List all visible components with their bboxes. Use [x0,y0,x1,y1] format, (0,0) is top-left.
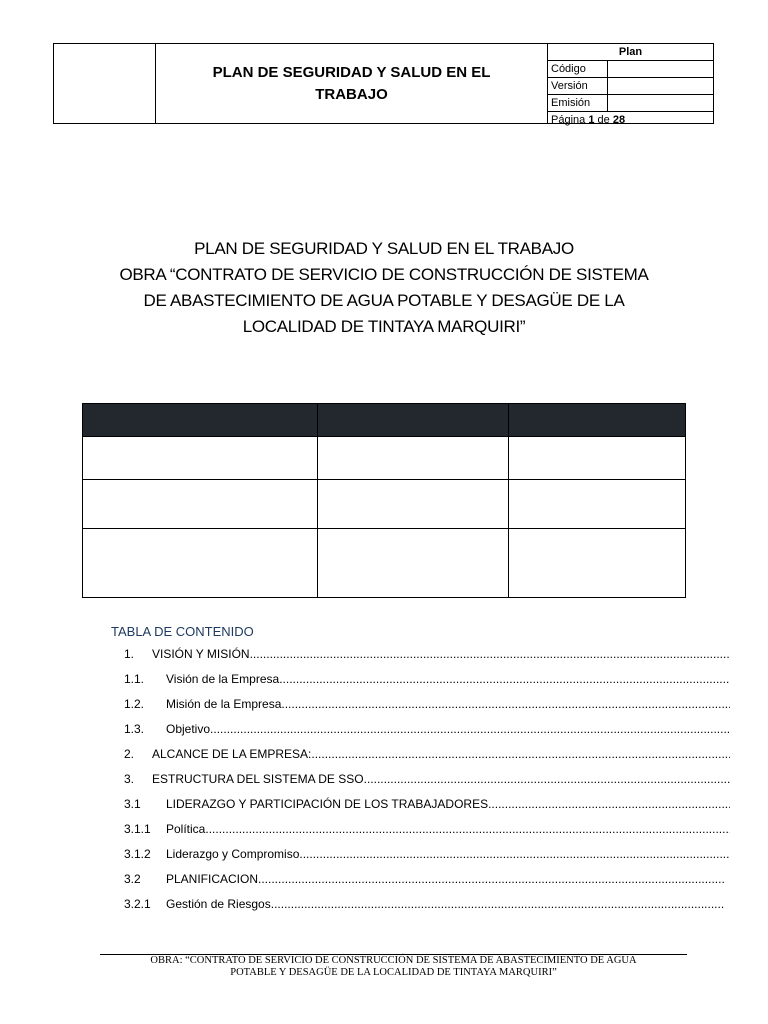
footer [100,955,687,979]
toc-item-text: LIDERAZGO Y PARTICIPACIÓN DE LOS TRABAJADORES [166,797,489,811]
table-row [83,480,686,529]
toc-item-number: 1.2. [124,697,145,711]
toc-item-leader [205,817,730,842]
table-cell [509,529,686,598]
page-current: 1 [588,114,595,126]
approval-header-cell [509,404,686,437]
table-of-contents [124,642,730,917]
toc-item-text: Política [166,822,206,836]
document-header [53,43,714,124]
page-row [548,112,713,128]
toc-item[interactable] [124,742,730,767]
code-value [608,61,713,77]
toc-item-leader [279,667,730,692]
toc-item[interactable] [124,667,730,692]
toc-item-leader [281,692,730,717]
toc-item-text: Visión de la Empresa [166,672,280,686]
table-cell [83,437,318,480]
toc-item-number: 3.2 [124,872,141,886]
toc-item-number: 1.1. [124,672,145,686]
toc-item[interactable] [124,867,724,892]
toc-item-leader [271,892,724,917]
toc-item[interactable] [124,717,730,742]
toc-item-leader [299,842,730,867]
version-label: Versión [548,78,608,94]
approval-header-cell [83,404,318,437]
toc-item-number: 1.3. [124,722,145,736]
footer-line2: POTABLE Y DESAGÜE DE LA LOCALIDAD DE TINTAYA MARQUIRI” [230,967,557,978]
approval-header-cell [318,404,509,437]
toc-item-leader [488,792,730,817]
toc-item-number: 3.1.1 [124,822,151,836]
table-cell [83,480,318,529]
toc-item-number: 2. [124,747,135,761]
approval-table [82,403,686,598]
toc-item-leader [311,742,730,767]
main-title-line1: PLAN DE SEGURIDAD Y SALUD EN EL TRABAJO [194,239,574,258]
toc-item-text: ALCANCE DE LA EMPRESA: [152,747,312,761]
header-title [156,44,548,123]
toc-heading: TABLA DE CONTENIDO [111,624,254,639]
approval-table-header [83,404,686,437]
toc-item-number: 3.1 [124,797,141,811]
toc-item-text: ESTRUCTURA DEL SISTEMA DE SSO [152,772,364,786]
table-cell [318,437,509,480]
footer-line1: OBRA: “CONTRATO DE SERVICIO DE CONSTRUCCIÓN DE SISTEMA DE ABASTECIMIENTO DE AGUA [150,955,637,966]
toc-item-number: 3. [124,772,135,786]
code-label: Código [548,61,608,77]
main-title-line4: LOCALIDAD DE TINTAYA MARQUIRI” [242,317,526,336]
toc-item-text: VISIÓN Y MISIÓN [152,647,250,661]
toc-item[interactable] [124,817,730,842]
toc-item-leader [250,642,730,667]
toc-item-text: Misión de la Empresa [166,697,282,711]
page-indicator [548,112,625,128]
header-title-line1: PLAN DE SEGURIDAD Y SALUD EN EL [212,63,491,81]
toc-item-text: Objetivo [166,722,211,736]
table-row [83,437,686,480]
toc-item[interactable] [124,892,724,917]
main-title [60,236,708,340]
toc-item[interactable] [124,767,730,792]
table-cell [83,529,318,598]
code-row [548,61,713,78]
issue-row [548,95,713,112]
header-meta [548,44,713,126]
table-cell [509,480,686,529]
toc-item-leader [210,717,730,742]
toc-item-text: Gestión de Riesgos [166,897,271,911]
toc-item-leader [364,767,730,792]
toc-item[interactable] [124,792,730,817]
version-row [548,78,713,95]
issue-label: Emisión [548,95,608,111]
table-cell [509,437,686,480]
toc-item[interactable] [124,642,730,667]
toc-item[interactable] [124,692,730,717]
page-label: Página [551,114,586,126]
version-value [608,78,713,94]
issue-value [608,95,713,111]
table-cell [318,529,509,598]
toc-item-text: PLANIFICACION [166,872,259,886]
logo-cell [54,44,156,123]
toc-item-text: Liderazgo y Compromiso [166,847,300,861]
table-row [83,529,686,598]
toc-item-number: 3.1.2 [124,847,151,861]
toc-item[interactable] [124,842,730,867]
main-title-line2: OBRA “CONTRATO DE SERVICIO DE CONSTRUCCIÓN DE SISTEMA [119,265,649,284]
table-cell [318,480,509,529]
toc-item-number: 1. [124,647,135,661]
doc-type: Plan [548,44,713,61]
page-of: de [597,114,610,126]
toc-item-number: 3.2.1 [124,897,151,911]
header-title-line2: TRABAJO [315,85,388,103]
page-total: 28 [612,114,626,126]
toc-item-leader [258,867,724,892]
main-title-line3: DE ABASTECIMIENTO DE AGUA POTABLE Y DESAGÜE DE LA [143,291,625,310]
